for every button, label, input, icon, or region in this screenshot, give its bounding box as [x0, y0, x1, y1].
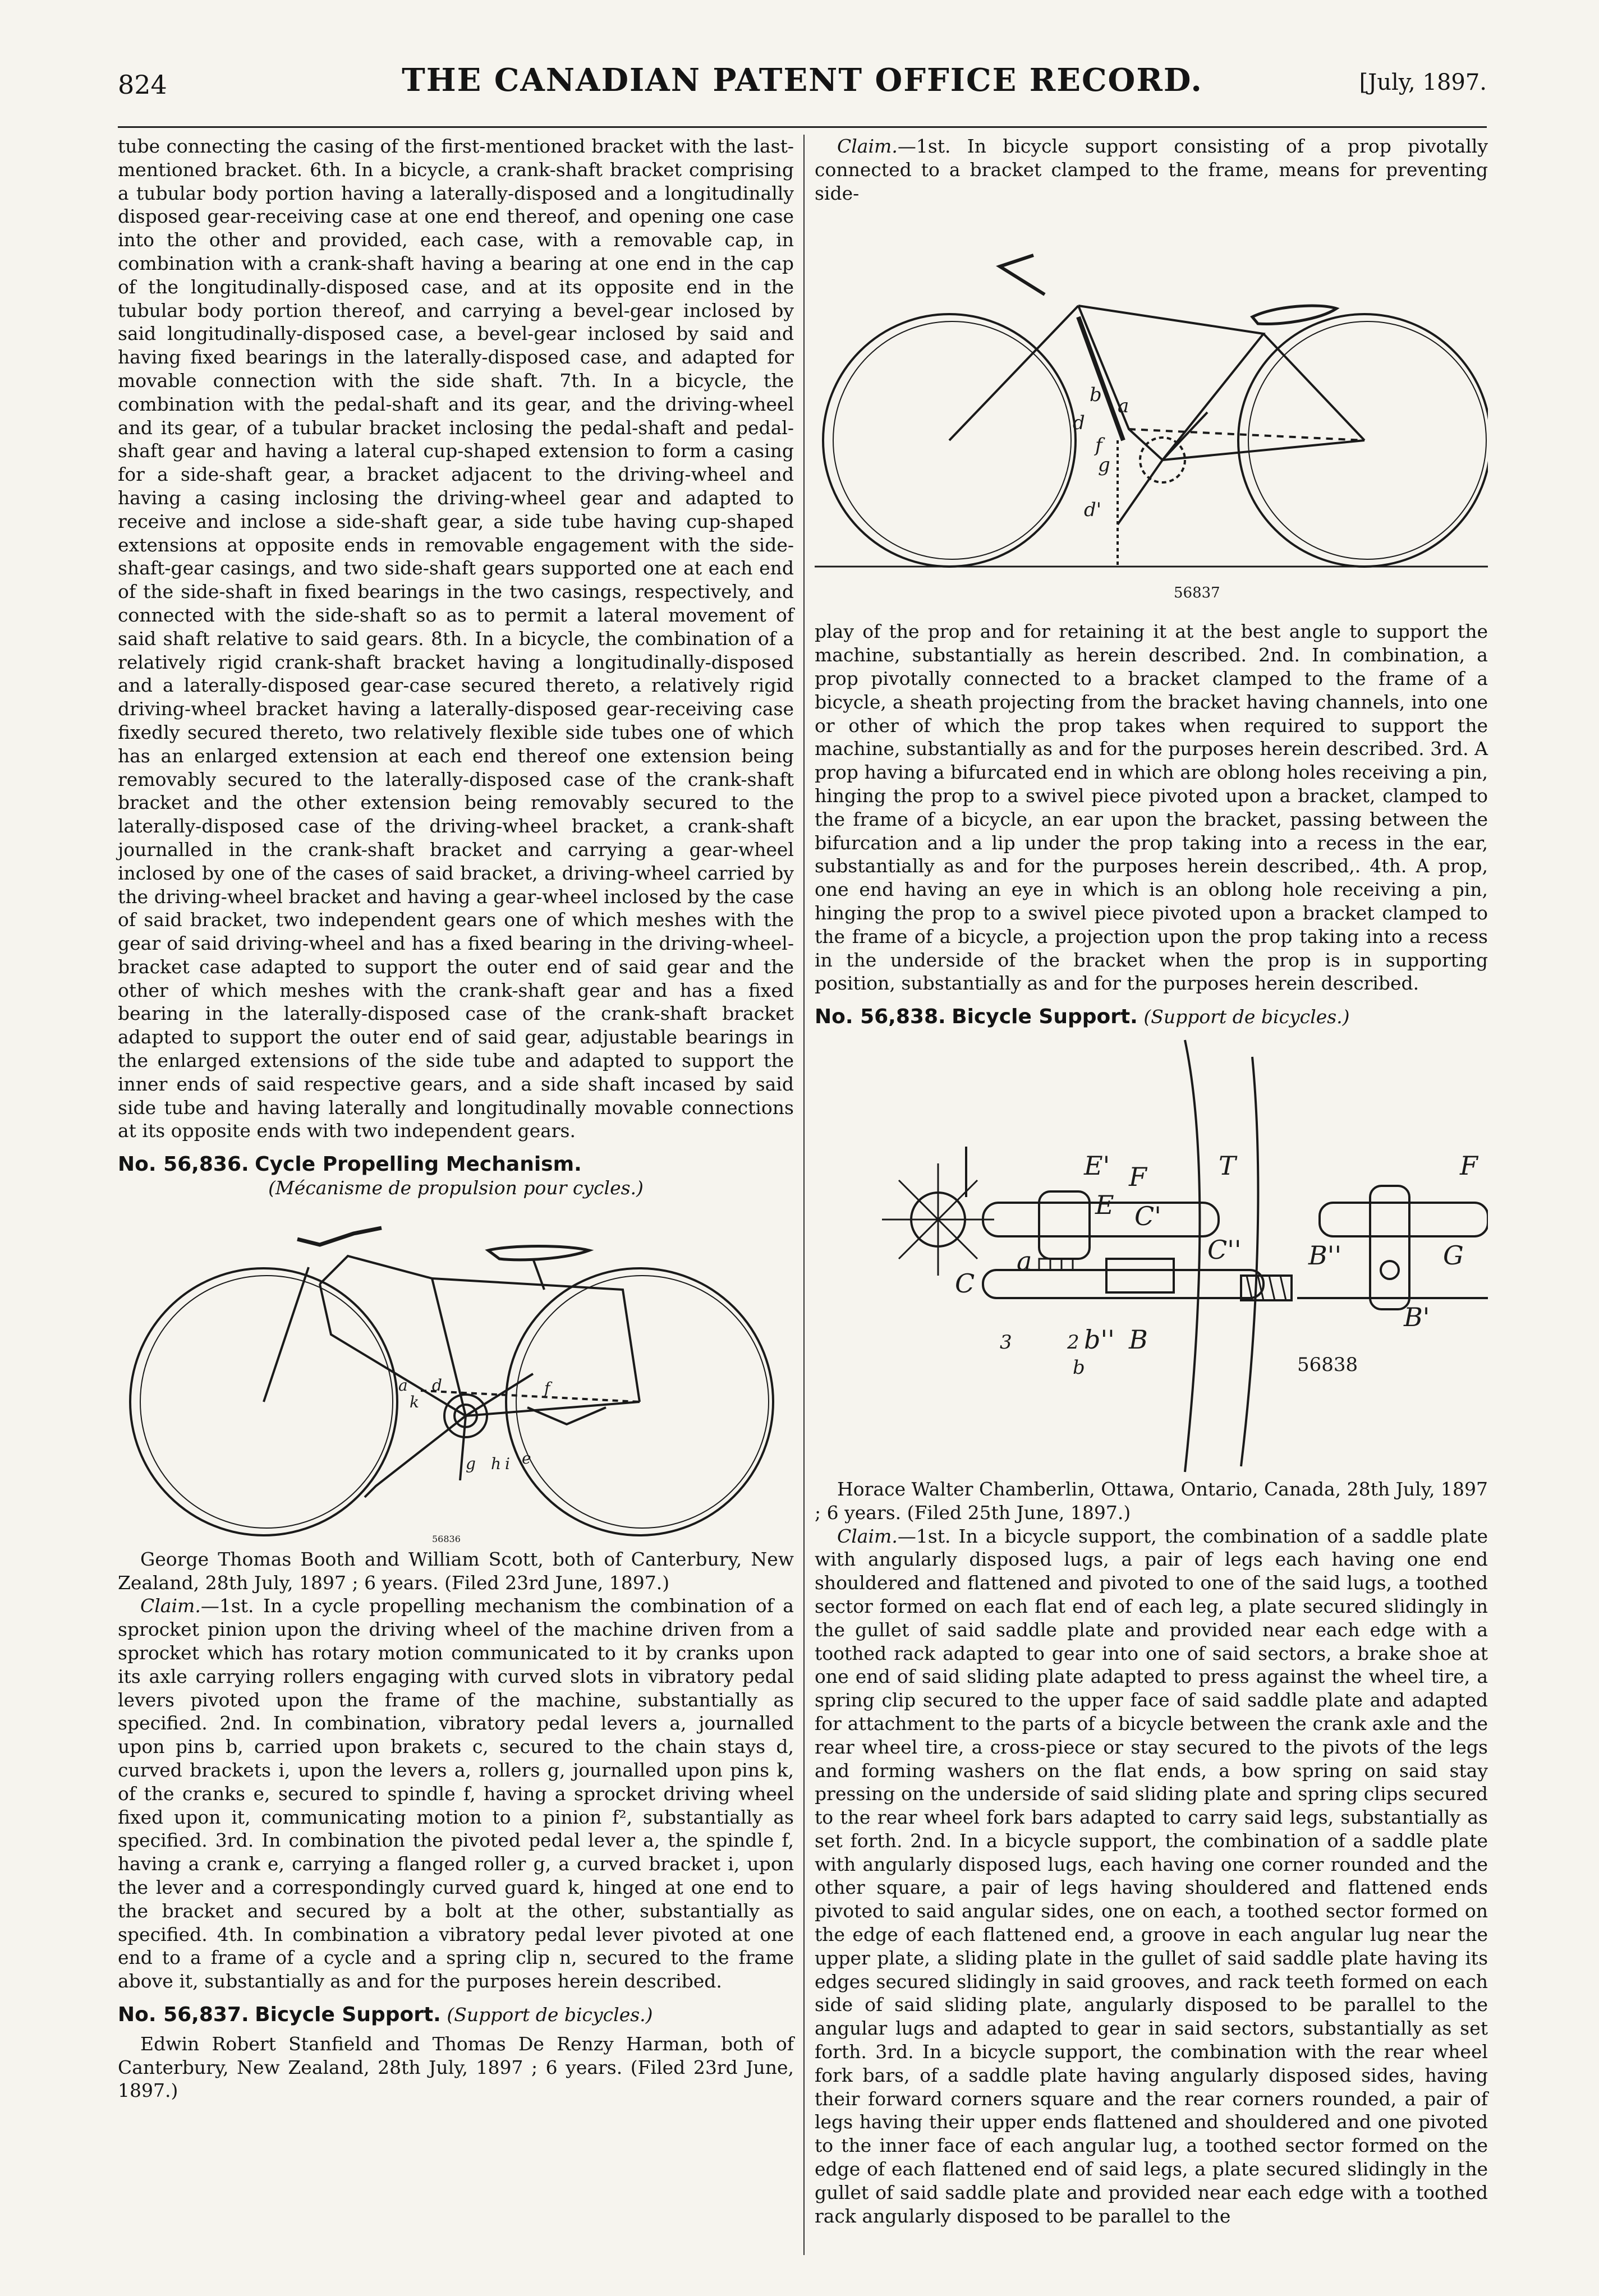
- fig-label: d: [1073, 412, 1085, 435]
- patent-title: Cycle Propelling Mechanism.: [255, 1153, 582, 1176]
- fig-label: C: [955, 1268, 975, 1299]
- fig-label: g: [466, 1454, 476, 1473]
- fig-label: 3: [1000, 1331, 1012, 1354]
- figure-56836-bicycle: [118, 1205, 794, 1548]
- fig-label: 2: [1067, 1331, 1079, 1354]
- issue-date: [July, 1897.: [1359, 70, 1487, 95]
- patent-56837-claim-rest: play of the prop and for retaining it at the best angle to support the machine, substantially as herein described. 2nd. In combination, a prop pivotally connected to a bracket clamped to the frame of a bicycle, a sheath projecting from the bracket having channels, into one or other of which the prop takes when required to support the machine, substantially as and for the purposes herein described. 3rd. A prop having a bifurcated end in which are oblong holes receiving a pin, hinging the prop to a swivel piece pivoted upon a bracket, clamped to the frame of a bicycle, an ear upon the bracket, passing between the bifurcation and a lip under the prop taking into a recess in the ear, substantially as and for the purposes herein described,. 4th. A prop, one end having an eye in which is an oblong hole receiving a pin, hinging the prop to a swivel piece pivoted upon a bracket clamped to the frame of a bicycle, a projection upon the prop taking into a recess in the underside of the bracket when the prop is in supporting position, substantially as and for the purposes herein described.: [815, 620, 1488, 995]
- fig-label: h: [491, 1454, 502, 1473]
- fig-label: B'': [1308, 1240, 1342, 1271]
- fig-label: T: [1219, 1150, 1236, 1181]
- fig-label: B: [1129, 1324, 1148, 1355]
- column-divider: [803, 135, 805, 2255]
- journal-title: THE CANADIAN PATENT OFFICE RECORD.: [402, 62, 1203, 99]
- wheel-tire: [1185, 1040, 1200, 1472]
- clip: [1370, 1186, 1409, 1309]
- header-rule: [118, 126, 1487, 128]
- fig-label: g: [1098, 454, 1110, 477]
- claim-text: —1st. In a bicycle support, the combination of a saddle plate with angularly disposed lugs, a pair of legs each having one end shouldered and flattened and pivoted to one of the said lugs, a toothed sector formed on each flat end of each leg, a plate secured slidingly in the gullet of said saddle plate and provided near each edge with a toothed rack adapted to gear into one of said sectors, a brake shoe at one end of said sliding plate adapted to press against the wheel tire, a spring clip secured to the upper face of said saddle plate and adapted for attachment to the parts of a bicycle between the crank axle and the rear wheel tire, a cross-piece or stay secured to the pivots of the legs and forming washers on the flat ends, a bow spring on said stay pressing on the underside of said sliding plate and spring clips secured to the rear wheel fork bars adapted to carry said legs, substantially as set forth. 2nd. In a bicycle support, the combination of a saddle plate with angularly disposed lugs, each having one corner rounded and the other square, a pair of legs having shouldered and flattened ends pivoted to said angular sides, one on each, a toothed sector formed on the edge of each flattened end, a groove in each angular lug near the upper plate, a sliding plate in the gullet of said saddle plate having its edges secured slidingly in said grooves, and rack teeth formed on each side of said sliding plate, angularly disposed to be parallel to the angular lugs and adapted to gear in said sectors, substantially as set forth. 3rd. In a bicycle support, the combination with the rear wheel fork bars, of a saddle plate having angularly disposed sides, having their forward corners square and the rear corners rounded, a pair of legs having their upper ends flattened and shouldered and one pivoted to the inner face of each angular lug, a toothed sector formed on the edge of each flattened end of said legs, a plate secured slidingly in the gullet of said saddle plate and provided near each edge with a toothed rack angularly disposed to be parallel to the: [815, 1525, 1488, 2227]
- figure-number: 56836: [432, 1533, 461, 1544]
- fig-label: b: [1090, 384, 1102, 407]
- patent-56837-heading: [118, 2003, 794, 2027]
- patent-french-title: (Support de bicycles.): [1143, 1006, 1350, 1028]
- fig-label: k: [410, 1392, 419, 1411]
- figure-number: 56837: [1174, 585, 1220, 602]
- fig-label: E': [1084, 1150, 1110, 1181]
- fig-label: a: [1017, 1245, 1032, 1276]
- figure-number: 56838: [1297, 1353, 1358, 1376]
- claim-label: Claim.: [837, 135, 898, 157]
- patent-french-title: (Support de bicycles.): [447, 2004, 653, 2026]
- right-column: [815, 135, 1488, 2228]
- fig-label: f: [544, 1378, 550, 1397]
- fig-label: G: [1443, 1240, 1464, 1271]
- patent-number: No. 56,837.: [118, 2003, 249, 2026]
- continued-claims: tube connecting the casing of the first-mentioned bracket with the last-mentioned bracket. 6th. In a bicycle, a crank-shaft bracket comprising a tubular body portion having a laterally-disposed and a longitudinally disposed gear-receiving case at one end thereof, and opening one case into the other and provided, each case, with a removable cap, in combination with a crank-shaft having a bearing at one end in the cap of the longitudinally-disposed case, and at its opposite end in the tubular body portion thereof, and carrying a bevel-gear inclosed by said longitudinally-disposed case, a bevel-gear inclosed by said and having fixed bearings in the laterally-disposed case, and adapted for movable connection with the side shaft. 7th. In a bicycle, the combination with the pedal-shaft and its gear, and the driving-wheel and its gear, of a tubular bracket inclosing the pedal-shaft and pedal-shaft gear and having a lateral cup-shaped extension to form a casing for a side-shaft gear, a bracket adjacent to the driving-wheel and having a casing inclosing the driving-wheel gear and adapted to receive and inclose a side-shaft gear, a side tube having cup-shaped extensions at opposite ends in removable engagement with the side-shaft-gear casings, and two side-shaft gears supported one at each end of the side-shaft in fixed bearings in the two casings, respectively, and connected with the side-shaft so as to permit a lateral movement of said shaft relative to said gears. 8th. In a bicycle, the combination of a relatively rigid crank-shaft bracket having a longitudinally-disposed and a laterally-disposed gear-case secured thereto, a relatively rigid driving-wheel bracket having a laterally-disposed gear-receiving case fixedly secured thereto, two relatively flexible side tubes one of which has an enlarged extension at each end thereof one extension being removably secured to the laterally-disposed case of the crank-shaft bracket and the other extension being removably secured to the laterally-disposed case of the driving-wheel bracket, a crank-shaft journalled in the crank-shaft bracket and carrying a gear-wheel inclosed by one of the cases of said bracket, a driving-wheel carried by the driving-wheel bracket and having a gear-wheel inclosed by the case of said bracket, two independent gears one of which meshes with the gear of said driving-wheel and has a fixed bearing in the driving-wheel-bracket case adapted to support the outer end of said gear and the other of which meshes with the crank-shaft gear and has a fixed bearing in the laterally-disposed case of the crank-shaft bracket adapted to support the outer end of said gear, adjustable bearings in the enlarged extensions of the side tube and adapted to support the inner ends of said respective gears, and a side shaft incased by said side tube and having laterally and longitudinally movable connections at its opposite ends with two independent gears.: [118, 135, 794, 1142]
- figure-56837-bicycle: [815, 205, 1488, 620]
- fig-label: f: [1095, 434, 1102, 457]
- fig-label: a: [398, 1375, 408, 1395]
- fig-label: B': [1404, 1301, 1430, 1332]
- claim-text: —1st. In bicycle support consisting of a prop pivotally connected to a bracket clamped to the frame, means for preventing side-: [815, 135, 1488, 204]
- fig-label: e: [522, 1448, 531, 1467]
- patent-56836-inventors: George Thomas Booth and William Scott, both of Canterbury, New Zealand, 28th July, 1897 ; 6 years. (Filed 23rd June, 1897.): [118, 1548, 794, 1594]
- fig-label: b'': [1084, 1324, 1115, 1355]
- patent-number: No. 56,836.: [118, 1153, 249, 1176]
- fig-label: F: [1129, 1161, 1147, 1192]
- patent-56836-heading: [118, 1153, 794, 1200]
- page-number: 824: [118, 70, 167, 100]
- fig-label: b: [1073, 1356, 1085, 1379]
- fig-label: E: [1095, 1189, 1114, 1220]
- patent-french-title: (Mécanisme de propulsion pour cycles.): [268, 1177, 644, 1199]
- figure-56838-support: [815, 1034, 1488, 1478]
- patent-56838-inventors: Horace Walter Chamberlin, Ottawa, Ontario, Canada, 28th July, 1897 ; 6 years. (Filed 25th June, 1897.): [815, 1478, 1488, 1524]
- fig-label: d': [1084, 499, 1102, 522]
- page-header: [118, 62, 1487, 107]
- fig-label: C'': [1207, 1234, 1242, 1265]
- patent-56838-claim: [815, 1525, 1488, 2228]
- claim-label: Claim.: [140, 1595, 201, 1617]
- fig-label: i: [505, 1454, 510, 1473]
- claim-label: Claim.: [837, 1525, 898, 1547]
- patent-title: Bicycle Support.: [255, 2003, 441, 2026]
- claim-text: —1st. In a cycle propelling mechanism the combination of a sprocket pinion upon the driving wheel of the machine driven from a sprocket which has rotary motion communicated to it by cranks upon its axle carrying rollers engaging with curved slots in vibratory pedal levers pivoted upon the frame of the machine, substantially as specified. 2nd. In combination, vibratory pedal levers a, journalled upon pins b, carried upon brakets c, secured to the chain stays d, curved brackets i, upon the levers a, rollers g, journalled upon pins k, of the cranks e, secured to spindle f, having a sprocket driving wheel fixed upon it, communicating motion to a pinion f², substantially as specified. 3rd. In combination the pivoted pedal lever a, the spindle f, having a crank e, carrying a flanged roller g, a curved bracket i, upon the lever and a correspondingly curved guard k, hinged at one end to the bracket and secured by a bolt at the other, substantially as specified. 4th. In combination a vibratory pedal lever pivoted at one end to a frame of a cycle and a spring clip n, secured to the frame above it, substantially as and for the purposes herein described.: [118, 1595, 794, 1993]
- patent-56838-heading: [815, 1005, 1488, 1029]
- fig-label: F: [1460, 1150, 1478, 1181]
- patent-number: No. 56,838.: [815, 1005, 946, 1029]
- patent-56837-inventors: Edwin Robert Stanfield and Thomas De Renzy Harman, both of Canterbury, New Zealand, 28th July, 1897 ; 6 years. (Filed 23rd June, 1897.): [118, 2032, 794, 2102]
- fig-label: a: [1118, 395, 1129, 418]
- fig-label: C': [1134, 1200, 1161, 1231]
- fork-bar: [1320, 1203, 1488, 1236]
- fig-label: d: [432, 1375, 442, 1395]
- patent-56836-claim: [118, 1594, 794, 1993]
- patent-56837-claim-start: [815, 135, 1488, 205]
- left-column: [118, 135, 794, 2102]
- patent-title: Bicycle Support.: [952, 1005, 1138, 1029]
